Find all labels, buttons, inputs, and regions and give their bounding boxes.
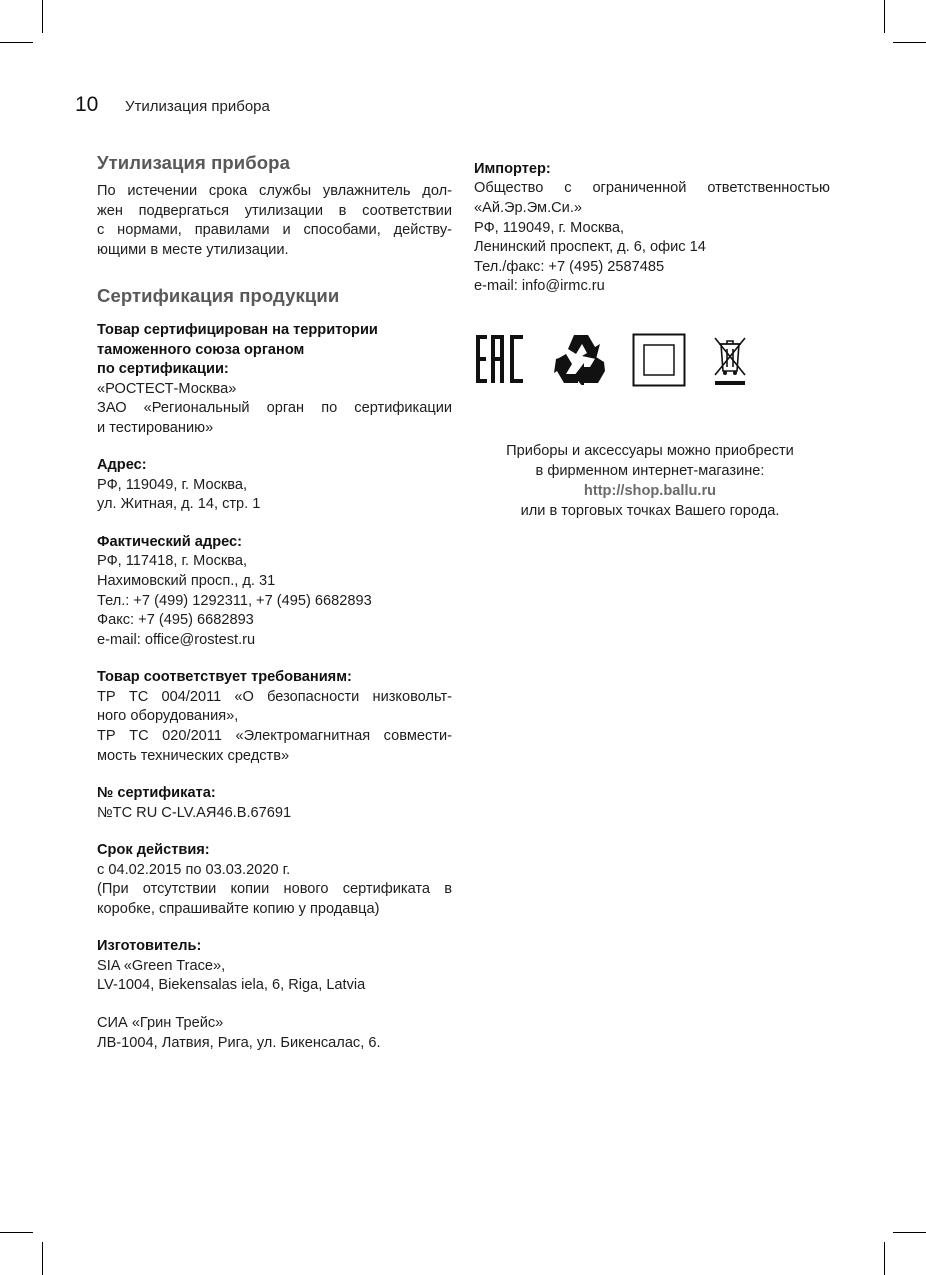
disposal-text	[97, 182, 452, 260]
header-title: Утилизация прибора	[125, 98, 270, 115]
actual-address-block	[97, 533, 452, 650]
crop-mark	[0, 42, 33, 43]
recycle-icon	[554, 333, 608, 385]
text-line: СИА «Грин Трейс»	[97, 1014, 224, 1031]
manufacturer-label: Изготовитель:	[97, 938, 202, 955]
text-line: мость технических средств»	[97, 747, 290, 764]
disposal-heading: Утилизация прибора	[97, 152, 290, 173]
certifier-block	[97, 321, 452, 438]
shop-line: в фирменном интернет-магазине:	[535, 463, 765, 479]
text-line: ного оборудования»,	[97, 708, 239, 725]
certificate-label: № сертификата:	[97, 785, 216, 802]
text-line: с 04.02.2015 по 03.03.2020 г.	[97, 861, 291, 878]
text-line: e-mail: info@irmc.ru	[474, 278, 605, 295]
text-line: ЛВ-1004, Латвия, Рига, ул. Бикенсалас, 6.	[97, 1034, 381, 1051]
text-line: «РОСТЕСТ-Москва»	[97, 380, 237, 397]
text-line: (При отсутствии копии нового сертификата в	[97, 881, 452, 898]
left-column	[97, 152, 452, 1071]
text-line: Общество с ограниченной ответственностью	[474, 180, 830, 197]
text-line: Тел.: +7 (499) 1292311, +7 (495) 6682893	[97, 592, 372, 609]
text-line: коробке, спрашивайте копию у продавца)	[97, 900, 380, 917]
importer-label: Импортер:	[474, 161, 551, 177]
text-line: жен подвергаться утилизации в соответствии	[97, 202, 452, 219]
crop-mark	[893, 42, 926, 43]
text-line: ющими в месте утилизации.	[97, 241, 289, 258]
crop-mark	[884, 1242, 885, 1275]
text-line: LV-1004, Biekensalas iela, 6, Riga, Latvia	[97, 977, 366, 994]
certifier-label: Товар сертифицирован на территории	[97, 322, 378, 339]
text-line: ТР ТС 004/2011 «О безопасности низковольт-	[97, 688, 452, 705]
certificate-block	[97, 784, 452, 823]
text-line: с нормами, правилами и способами, действу-	[97, 222, 452, 239]
text-line: ТР ТС 020/2011 «Электромагнитная совмести-	[97, 727, 452, 744]
text-line: «Ай.Эр.Эм.Си.»	[474, 200, 582, 216]
shop-line: Приборы и аксессуары можно приобрести	[506, 443, 794, 459]
text-line: SIA «Green Trace»,	[97, 957, 226, 974]
certifier-label: по сертификации:	[97, 361, 229, 378]
certification-heading: Сертификация продукции	[97, 285, 340, 307]
manufacturer-block	[97, 937, 452, 996]
validity-block	[97, 841, 452, 919]
page-number: 10	[75, 93, 99, 116]
crop-mark	[884, 0, 885, 33]
text-line: Ленинский проспект, д. 6, офис 14	[474, 239, 706, 256]
actual-address-label: Фактический адрес:	[97, 533, 243, 550]
text-line: ЗАО «Региональный орган по сертификации	[97, 400, 452, 417]
requirements-block	[97, 668, 452, 766]
shop-url-link[interactable]: http://shop.ballu.ru	[583, 483, 717, 499]
crossed-bin-icon	[712, 335, 748, 387]
certification-marks	[474, 331, 774, 391]
crop-mark	[893, 1232, 926, 1233]
manufacturer-ru-block	[97, 1014, 452, 1053]
text-line: РФ, 119049, г. Москва,	[474, 219, 625, 236]
crop-mark	[0, 1232, 33, 1233]
text-line: РФ, 119049, г. Москва,	[97, 476, 248, 493]
address-label: Адрес:	[97, 457, 147, 474]
page-header	[75, 93, 270, 117]
text-line: Факс: +7 (495) 6682893	[97, 612, 254, 629]
validity-label: Срок действия:	[97, 842, 210, 859]
shop-line: или в торговых точках Вашего города.	[520, 503, 780, 519]
text-line: ул. Житная, д. 14, стр. 1	[97, 496, 261, 513]
text-line: РФ, 117418, г. Москва,	[97, 553, 248, 570]
certifier-label: таможенного союза органом	[97, 341, 305, 358]
text-line: По истечении срока службы увлажнитель дол-	[97, 183, 452, 199]
importer-block	[474, 160, 830, 297]
address-block	[97, 456, 452, 515]
crop-mark	[42, 0, 43, 33]
text-line: Тел./факс: +7 (495) 2587485	[474, 258, 665, 275]
shop-note	[474, 441, 826, 521]
text-line: e-mail: office@rostest.ru	[97, 631, 256, 648]
certificate-number: №TC RU C-LV.AЯ46.B.67691	[97, 804, 292, 821]
text-line: и тестированию»	[97, 419, 214, 436]
double-insulation-icon	[632, 333, 686, 387]
eac-mark-icon	[476, 331, 526, 387]
requirements-label: Товар соответствует требованиям:	[97, 669, 352, 686]
crop-mark	[42, 1242, 43, 1275]
text-line: Нахимовский просп., д. 31	[97, 572, 276, 589]
